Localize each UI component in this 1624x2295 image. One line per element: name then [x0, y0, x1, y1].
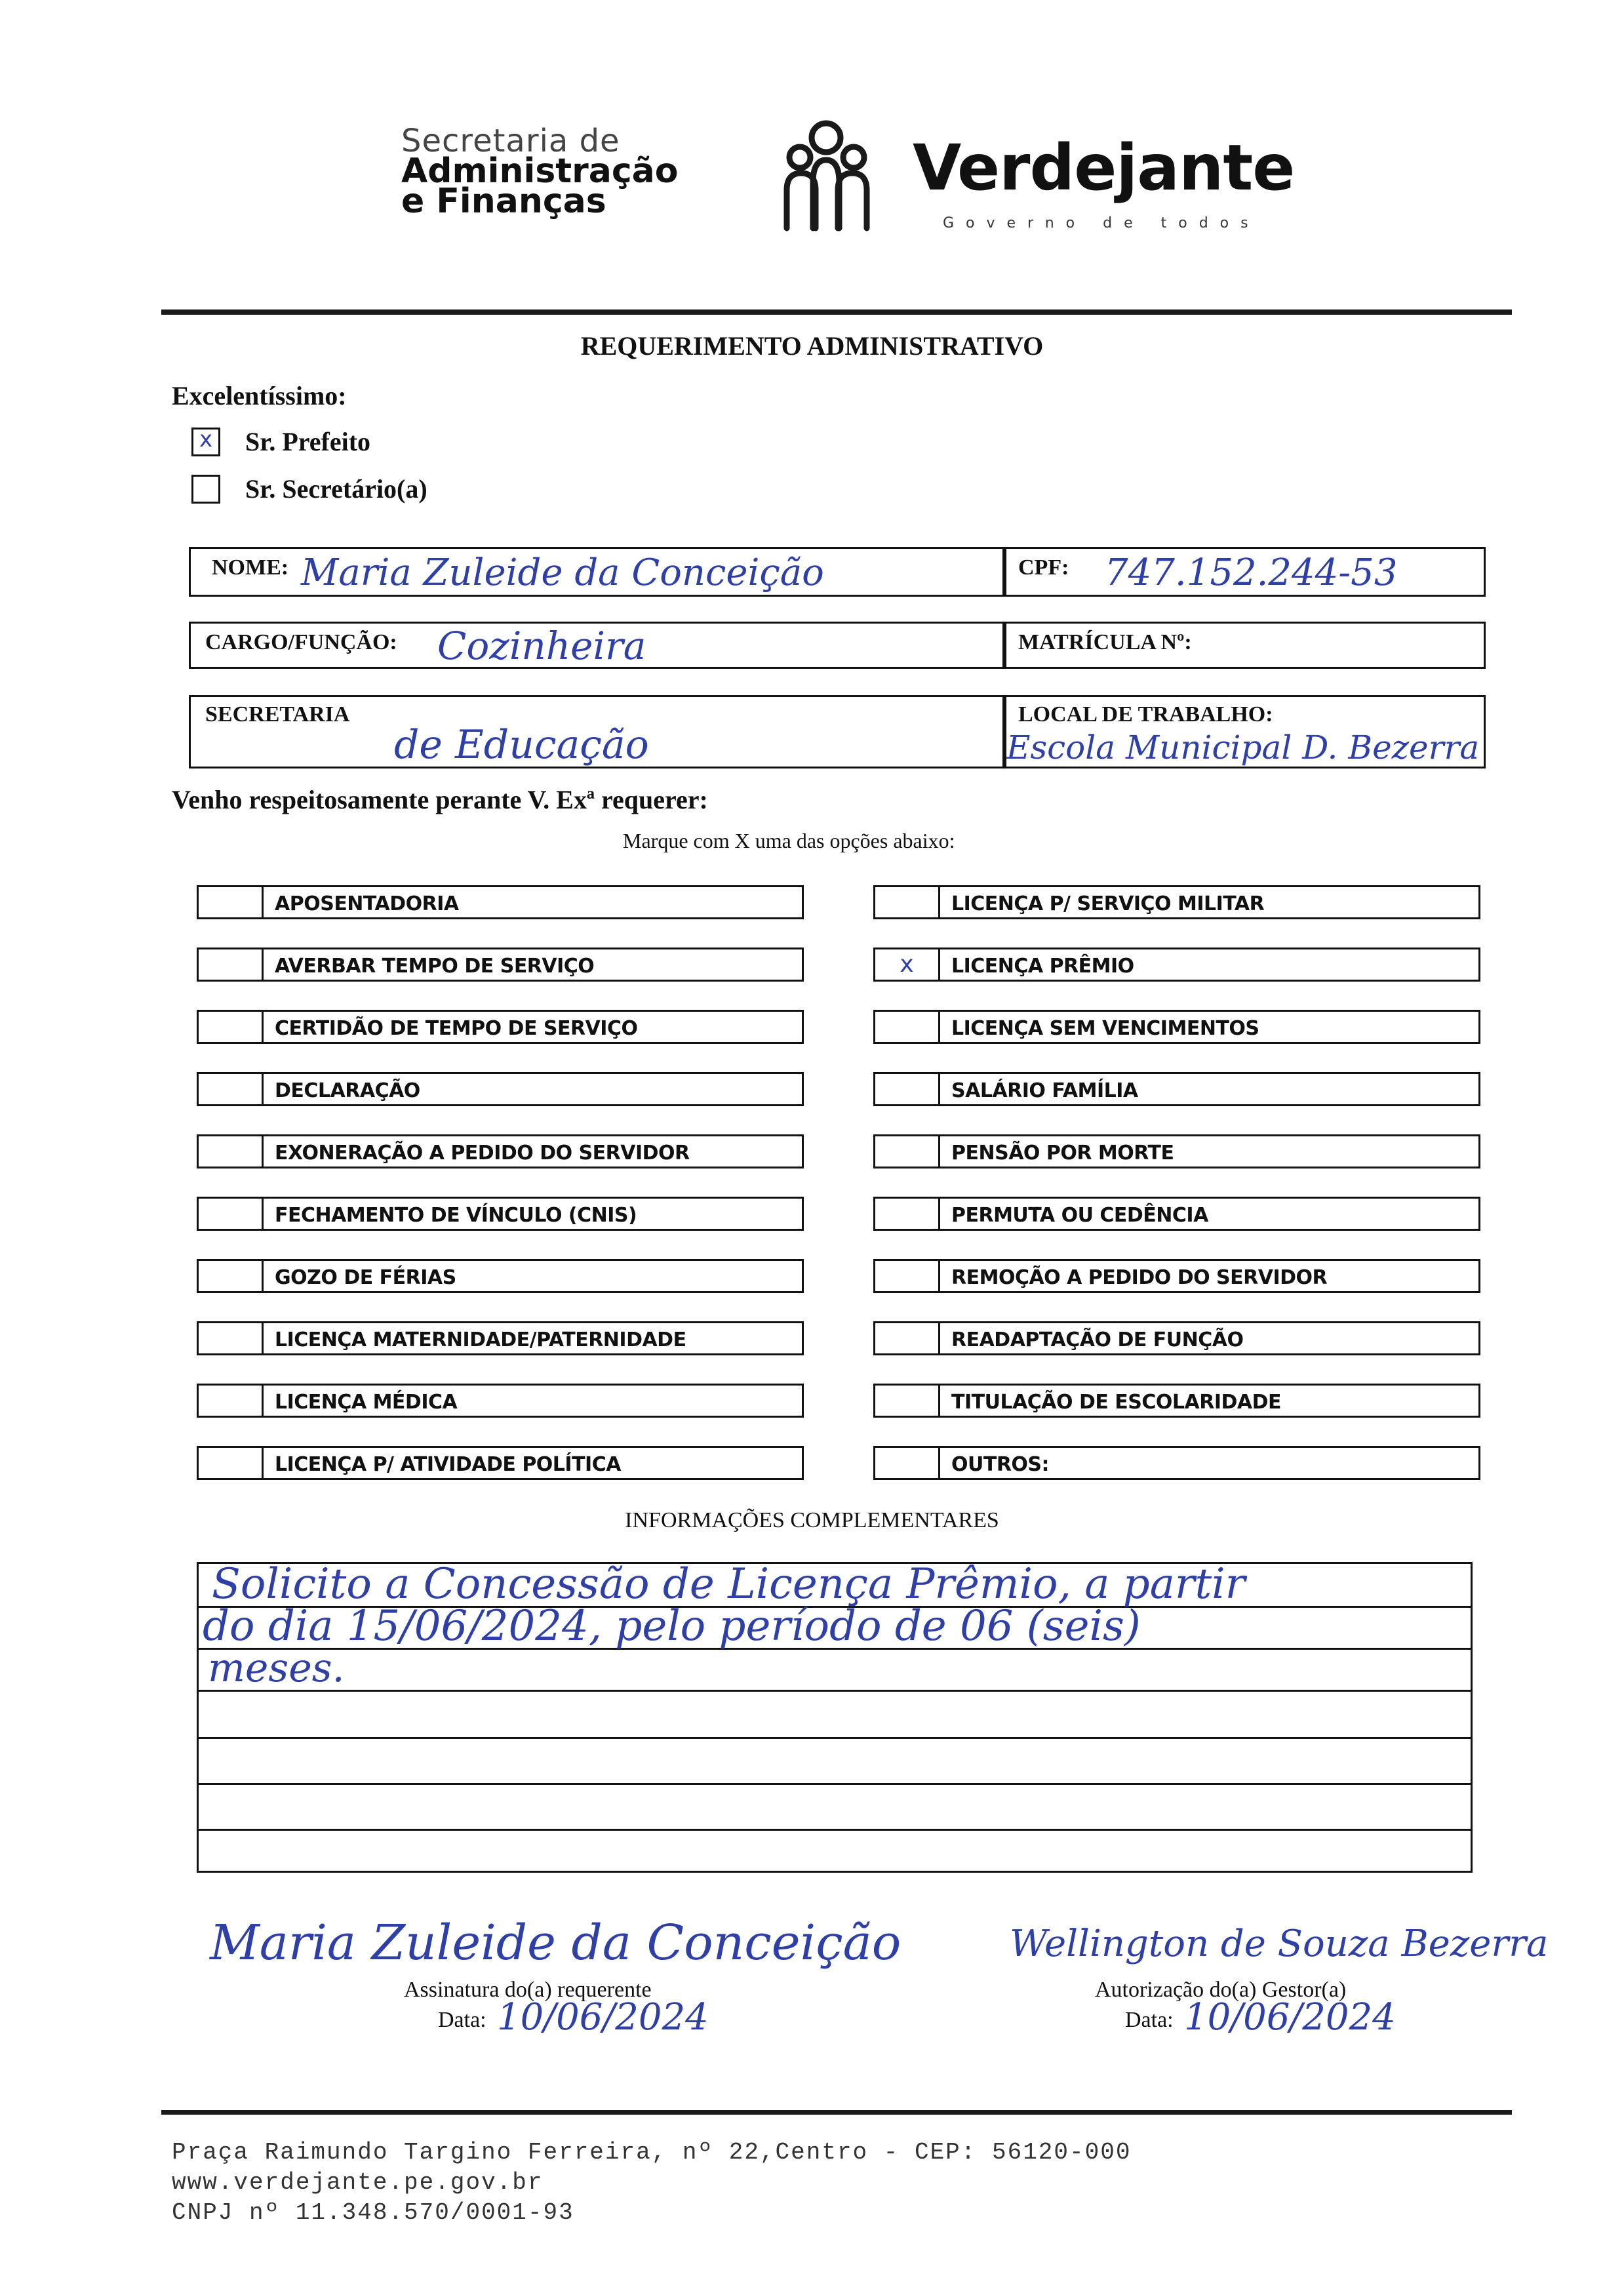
- manager-date: 10/06/2024: [1184, 1996, 1396, 2039]
- option-checkbox[interactable]: [875, 1261, 940, 1291]
- cargo-field[interactable]: [189, 622, 1004, 669]
- complementary-info-box[interactable]: [197, 1562, 1473, 1873]
- requester-label: Assinatura do(a) requerente: [404, 1978, 652, 2002]
- recipient-secretario-checkbox[interactable]: [191, 475, 220, 504]
- option-label: LICENÇA P/ SERVIÇO MILITAR: [951, 892, 1265, 915]
- option-licenca-maternidade[interactable]: [197, 1321, 804, 1355]
- option-label: EXONERAÇÃO A PEDIDO DO SERVIDOR: [275, 1142, 690, 1165]
- option-checkbox[interactable]: [875, 1386, 940, 1416]
- option-declaracao[interactable]: [197, 1072, 804, 1106]
- option-licenca-servico-militar[interactable]: [873, 885, 1480, 919]
- option-checkbox[interactable]: [875, 887, 940, 917]
- complementary-line-2: do dia 15/06/2024, pelo período de 06 (seis): [203, 1602, 1141, 1650]
- option-label: GOZO DE FÉRIAS: [275, 1266, 456, 1289]
- option-label: DECLARAÇÃO: [275, 1079, 420, 1102]
- complementary-line-1: Solicito a Concessão de Licença Prêmio, a partir: [212, 1560, 1246, 1608]
- option-checkbox[interactable]: [199, 1074, 264, 1104]
- option-averbar-tempo[interactable]: [197, 948, 804, 982]
- option-outros[interactable]: [873, 1446, 1480, 1480]
- option-checkbox[interactable]: [199, 1386, 264, 1416]
- footer-website[interactable]: www.verdejante.pe.gov.br: [172, 2169, 544, 2196]
- manager-label: Autorização do(a) Gestor(a): [1095, 1978, 1347, 2002]
- complementary-line-3: meses.: [208, 1645, 345, 1691]
- verdejante-people-icon: [761, 117, 892, 235]
- cpf-field[interactable]: [1004, 547, 1486, 597]
- option-readaptacao[interactable]: [873, 1321, 1480, 1355]
- option-label: CERTIDÃO DE TEMPO DE SERVIÇO: [275, 1017, 638, 1040]
- option-label: PERMUTA OU CEDÊNCIA: [951, 1204, 1208, 1227]
- complementary-line-rule: [199, 1690, 1471, 1692]
- option-checkbox[interactable]: [875, 1074, 940, 1104]
- brand-name: Verdejante: [913, 131, 1295, 205]
- option-label: READAPTAÇÃO DE FUNÇÃO: [951, 1328, 1244, 1351]
- local-trabalho-value: Escola Municipal D. Bezerra: [1006, 728, 1480, 767]
- option-licenca-premio[interactable]: [873, 948, 1480, 982]
- recipient-secretario[interactable]: [191, 473, 585, 502]
- manager-date-label: Data:: [1125, 2008, 1174, 2032]
- option-label: LICENÇA MÉDICA: [275, 1391, 458, 1414]
- option-checkbox[interactable]: [199, 1199, 264, 1229]
- salutation: Excelentíssimo:: [172, 381, 347, 410]
- brand-tagline: Governo de todos: [943, 215, 1260, 231]
- option-salario-familia[interactable]: [873, 1072, 1480, 1106]
- recipient-secretario-label: Sr. Secretário(a): [245, 474, 427, 504]
- option-checkbox[interactable]: [199, 949, 264, 980]
- option-permuta-cedencia[interactable]: [873, 1197, 1480, 1231]
- request-intro: Venho respeitosamente perante V. Exª requerer:: [172, 785, 708, 814]
- option-label: OUTROS:: [951, 1453, 1050, 1476]
- option-label: FECHAMENTO DE VÍNCULO (CNIS): [275, 1204, 637, 1227]
- footer-cnpj: CNPJ nº 11.348.570/0001-93: [172, 2199, 574, 2226]
- option-checkbox[interactable]: [199, 1136, 264, 1167]
- recipient-prefeito-label: Sr. Prefeito: [245, 427, 371, 456]
- option-checkbox[interactable]: [199, 887, 264, 917]
- option-checkbox[interactable]: [875, 1136, 940, 1167]
- option-pensao-morte[interactable]: [873, 1134, 1480, 1168]
- option-exoneracao[interactable]: [197, 1134, 804, 1168]
- option-checkbox[interactable]: [875, 1448, 940, 1478]
- nome-value: Maria Zuleide da Conceição: [301, 551, 824, 594]
- option-label: REMOÇÃO A PEDIDO DO SERVIDOR: [951, 1266, 1328, 1289]
- option-label: TITULAÇÃO DE ESCOLARIDADE: [951, 1391, 1282, 1414]
- option-checkbox[interactable]: [199, 1448, 264, 1478]
- local-trabalho-label: LOCAL DE TRABALHO:: [1018, 702, 1273, 727]
- cpf-value: 747.152.244-53: [1105, 551, 1398, 594]
- requester-signature-block: [184, 1915, 905, 2046]
- secretaria-value: de Educação: [394, 722, 649, 768]
- options-instruction: Marque com X uma das opções abaixo:: [623, 829, 955, 852]
- manager-signature-block: [997, 1915, 1600, 2046]
- secretaria-line1: Secretaria de: [401, 123, 620, 159]
- complementary-line-rule: [199, 1783, 1471, 1785]
- requester-date-label: Data:: [438, 2008, 486, 2032]
- option-label: APOSENTADORIA: [275, 892, 459, 915]
- option-label: LICENÇA MATERNIDADE/PATERNIDADE: [275, 1328, 686, 1351]
- option-label: PENSÃO POR MORTE: [951, 1142, 1174, 1165]
- recipient-prefeito[interactable]: [191, 426, 585, 455]
- options-right-column: [873, 885, 1480, 1488]
- secretaria-field[interactable]: [189, 695, 1004, 768]
- nome-label: NOME:: [212, 555, 289, 580]
- requester-date: 10/06/2024: [497, 1996, 709, 2039]
- option-aposentadoria[interactable]: [197, 885, 804, 919]
- cpf-label: CPF:: [1018, 555, 1069, 580]
- secretaria-label: SECRETARIA: [205, 702, 350, 727]
- option-checkbox[interactable]: [875, 1012, 940, 1042]
- page-title: REQUERIMENTO ADMINISTRATIVO: [580, 331, 1044, 361]
- option-remocao[interactable]: [873, 1259, 1480, 1293]
- option-licenca-medica[interactable]: [197, 1384, 804, 1418]
- option-checkbox[interactable]: [875, 1199, 940, 1229]
- options-left-column: [197, 885, 804, 1488]
- secretaria-logo-text: [401, 123, 679, 221]
- nome-field[interactable]: [189, 547, 1004, 597]
- header-divider: [161, 309, 1512, 315]
- option-checkbox[interactable]: [199, 1012, 264, 1042]
- matricula-label: MATRÍCULA Nº:: [1018, 630, 1192, 654]
- complementary-title: INFORMAÇÕES COMPLEMENTARES: [625, 1508, 999, 1532]
- complementary-line-rule: [199, 1737, 1471, 1739]
- footer-address: Praça Raimundo Targino Ferreira, nº 22,Centro - CEP: 56120-000: [172, 2139, 1132, 2166]
- option-label: SALÁRIO FAMÍLIA: [951, 1079, 1138, 1102]
- footer-divider: [161, 2110, 1512, 2115]
- option-gozo-ferias[interactable]: [197, 1259, 804, 1293]
- option-checkbox[interactable]: x: [875, 949, 940, 980]
- option-certidao-tempo[interactable]: [197, 1010, 804, 1044]
- option-checkbox[interactable]: [199, 1323, 264, 1353]
- recipient-prefeito-checkbox[interactable]: x: [191, 428, 220, 456]
- option-checkbox[interactable]: [875, 1323, 940, 1353]
- secretaria-line3: e Finanças: [401, 182, 606, 221]
- option-label: LICENÇA SEM VENCIMENTOS: [951, 1017, 1259, 1040]
- requester-signature: Maria Zuleide da Conceição: [210, 1915, 901, 1971]
- secretaria-line2: Administração: [401, 151, 679, 191]
- option-titulacao[interactable]: [873, 1384, 1480, 1418]
- option-licenca-atividade-politica[interactable]: [197, 1446, 804, 1480]
- manager-signature: Wellington de Souza Bezerra: [1010, 1923, 1549, 1965]
- option-checkbox[interactable]: [199, 1261, 264, 1291]
- option-licenca-sem-vencimentos[interactable]: [873, 1010, 1480, 1044]
- option-label: LICENÇA PRÊMIO: [951, 955, 1134, 978]
- option-fechamento-vinculo[interactable]: [197, 1197, 804, 1231]
- complementary-line-rule: [199, 1829, 1471, 1831]
- local-trabalho-field[interactable]: [1004, 695, 1486, 768]
- cargo-value: Cozinheira: [437, 624, 646, 668]
- option-label: AVERBAR TEMPO DE SERVIÇO: [275, 955, 595, 978]
- matricula-field[interactable]: [1004, 622, 1486, 669]
- cargo-label: CARGO/FUNÇÃO:: [205, 630, 397, 654]
- option-label: LICENÇA P/ ATIVIDADE POLÍTICA: [275, 1453, 621, 1476]
